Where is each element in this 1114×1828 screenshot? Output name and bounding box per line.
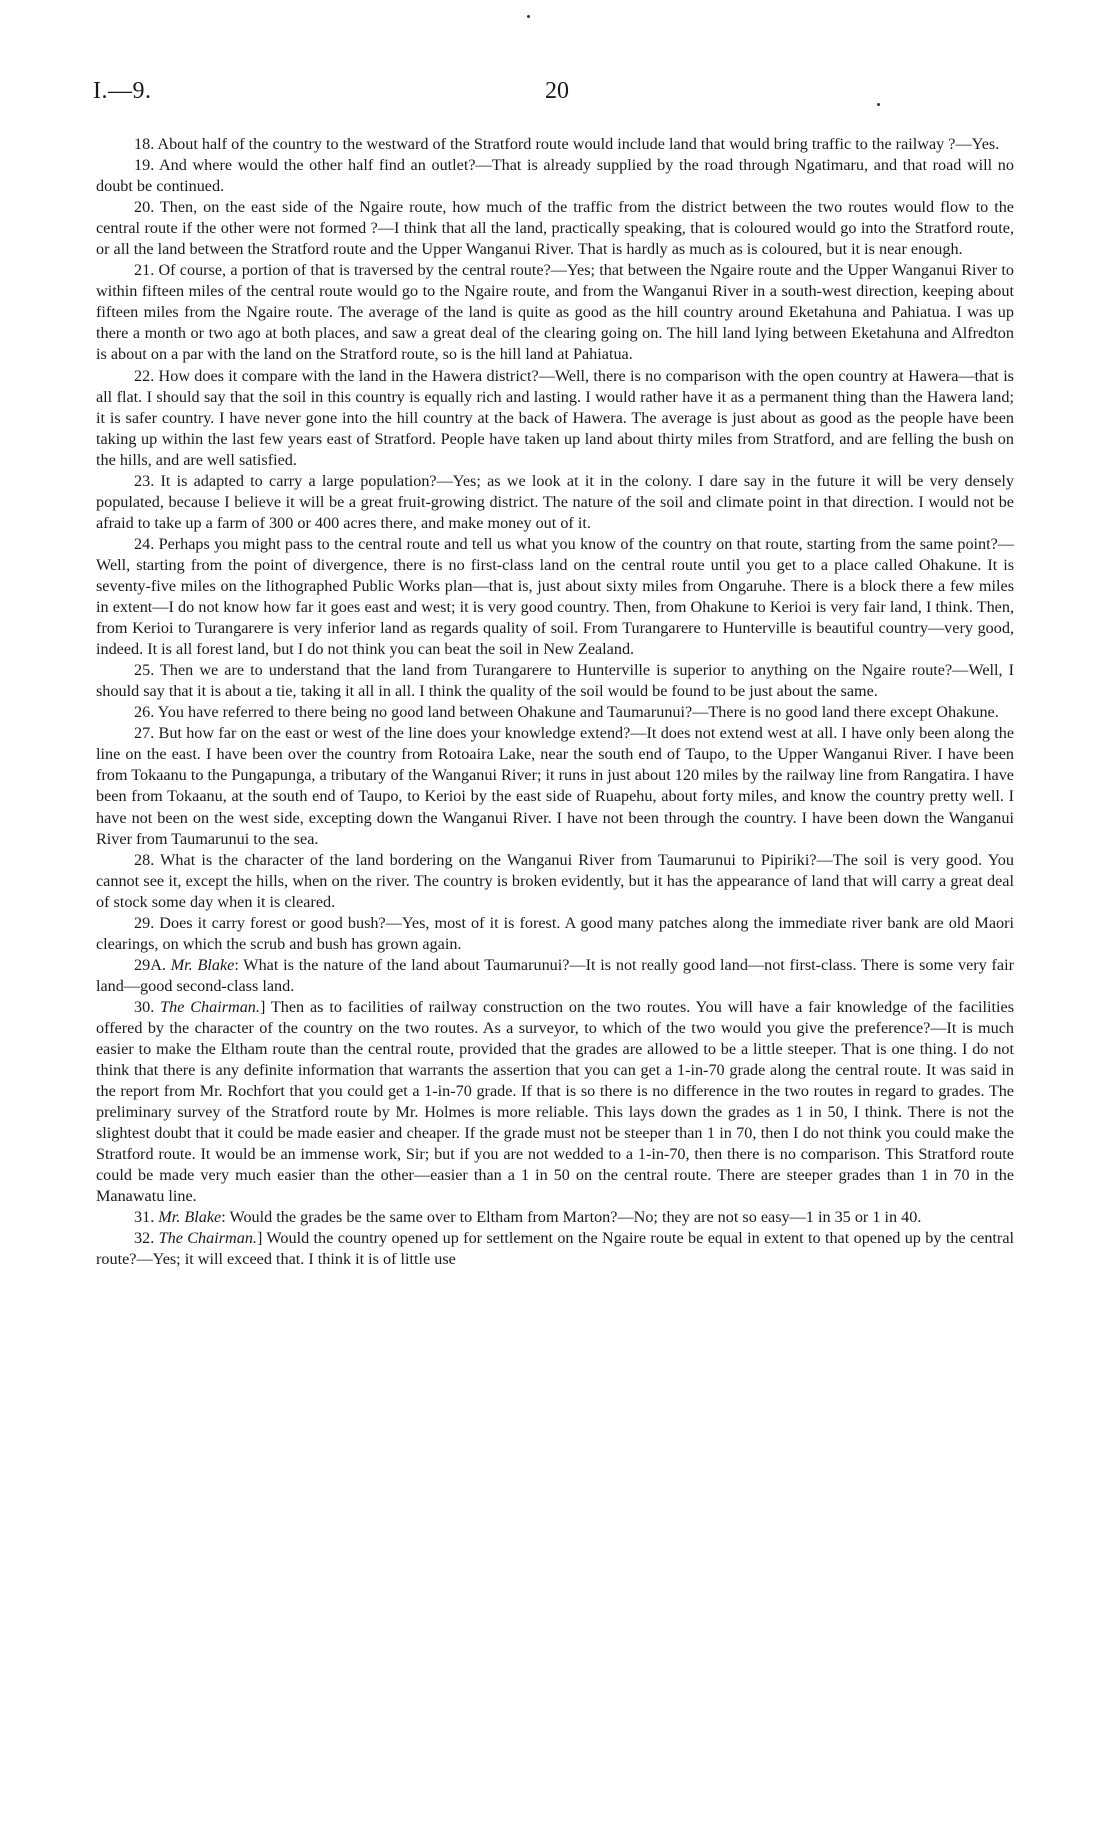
paragraph-q20: 20. Then, on the east side of the Ngaire route, how much of the traffic from the district between the two routes would flow to the central route if the other were not formed ?—I think that all the land, practically speaking, that is coloured would go into the Stratford route, or all the land between the Stratford route and the Upper Wanganui River. That is hardly as much as is coloured, but it is near enough. — [96, 198, 1014, 259]
speaker-name: Mr. Blake — [158, 1208, 222, 1227]
paragraph-q28: 28. What is the character of the land bordering on the Wanganui River from Taumarunui to Pipiriki?—The soil is very good. You cannot see it, except the hills, when on the river. The country is broken evidently, but it has the appearance of land that will carry a great deal of stock some day when it is cleared. — [96, 850, 1014, 911]
paragraph-q30: 30. The Chairman.] Then as to facilities of railway construction on the two routes. You will have a fair knowledge of the facilities offered by the character of the country on the two routes. As a surveyor, to which of the two would you give the preference?—It is much easier to make the Eltham route than the central route, provided that the grades are allowed to be a little steeper. That is one thing. I do not think that there is any definite information that warrants the assertion that you can get a 1-in-70 grade along the central route. It was said in the report from Mr. Rochfort that you could get a 1-in-70 grade. If that is so there is no difference in the two routes in regard to grades. The preliminary survey of the Stratford route by Mr. Holmes is more reliable. This lays down the grades as 1 in 50, I think. There is not the slightest doubt that it could be made easier and cheaper. If the grade must not be steeper than 1 in 70, then I do not think you could make the Stratford route. It would be an immense work, Sir; but if you are not wedded to a 1-in-70, then there is no comparison. This Stratford route could be made very much easier than the other—easier than a 1 in 50 on the central route. There are steeper grades than 1 in 70 in the Manawatu line. — [96, 997, 1015, 1206]
paragraph-q27: 27. But how far on the east or west of the line does your knowledge extend?—It does not extend west at all. I have only been along the line on the east. I have been over the country from Rotoaira Lake, near the south end of Taupo, to the Upper Wanganui River. I have been from Tokaanu to the Pungapunga, a tributary of the Wanganui River; it runs in just about 120 miles by the railway line from Rangatira. I have been from Tokaanu, at the south end of Taupo, to Kerioi by the east side of Ruapehu, about forty miles, and know the country pretty well. I have not been on the west side, excepting down the Wanganui River. I have not been through the country. I have been down the Wanganui River from Taumarunui to the sea. — [96, 724, 1014, 848]
paragraph-q29: 29. Does it carry forest or good bush?—Yes, most of it is forest. A good many patches along the immediate river bank are old Maori clearings, on which the scrub and bush has grown again. — [96, 913, 1014, 953]
paragraph-q19: 19. And where would the other half find an outlet?—That is already supplied by the road through Ngatimaru, and that road will no doubt be continued. — [96, 156, 1014, 196]
document-reference: I.—9. — [93, 78, 152, 104]
testimony-body — [96, 134, 1014, 1271]
speaker-name: Mr. Blake — [170, 955, 235, 974]
paragraph-q29a: 29A. Mr. Blake: What is the nature of the land about Taumarunui?—It is not really good land—not first-class. There is some very fair land—good second-class land. — [96, 955, 1014, 995]
paragraph-q23: 23. It is adapted to carry a large population?—Yes; as we look at it in the colony. I dare say in the future it will be very densely populated, because I believe it will be a great fruit-growing district. The nature of the soil and climate point in that direction. I would not be afraid to take up a farm of 300 or 400 acres there, and make money out of it. — [96, 471, 1014, 532]
paragraph-q22: 22. How does it compare with the land in the Hawera district?—Well, there is no comparison with the open country at Hawera—that is all flat. I should say that the soil in this country is equally rich and lasting. I would rather have it as a permanent thing than the Hawera land; it is safer country. I have never gone into the hill country at the back of Hawera. The average is just about as good as the people have been taking up within the last few years east of Stratford. People have taken up land about thirty miles from Stratford, and are felling the bush on the hills, and are well satisfied. — [96, 366, 1014, 469]
page-number: 20 — [545, 78, 569, 104]
speaker-name: The Chairman. — [160, 997, 260, 1016]
scan-speck — [527, 15, 530, 18]
paragraph-q24: 24. Perhaps you might pass to the central route and tell us what you know of the country on that route, starting from the same point?—Well, starting from the point of divergence, there is no first-class land on the central route until you get to a place called Ohakune. It is seventy-five miles on the lithographed Public Works plan—that is, just about sixty miles from Ongaruhe. There is a block there a few miles in extent—I do not know how far it goes east and west; it is very good country. Then, from Ohakune to Kerioi is very fair land, I think. Then, from Kerioi to Turangarere is very inferior land as regards quality of soil. From Turangarere to Hunterville is beautiful country—very good, indeed. It is all forest land, but I do not think you can beat the soil in New Zealand. — [96, 534, 1014, 659]
running-header — [93, 78, 1013, 118]
paragraph-q31: 31. Mr. Blake: Would the grades be the same over to Eltham from Marton?—No; they are not so easy—1 in 35 or 1 in 40. — [134, 1208, 922, 1227]
paragraph-q25: 25. Then we are to understand that the land from Turangarere to Hunterville is superior to anything on the Ngaire route?—Well, I should say that it is about a tie, taking it all in all. I think the quality of the soil would be found to be just about the same. — [96, 661, 1014, 701]
paragraph-q32: 32. The Chairman.] Would the country opened up for settlement on the Ngaire route be equal in extent to that opened up by the central route?—Yes; it will exceed that. I think it is of little use — [96, 1229, 1014, 1269]
speaker-name: The Chairman. — [158, 1229, 257, 1248]
paragraph-q21: 21. Of course, a portion of that is traversed by the central route?—Yes; that between the Ngaire route and the Upper Wanganui River to within fifteen miles of the central route would go to the Ngaire route, and from the Wanganui River in a south-west direction, keeping about fifteen miles from the Ngaire route. The average of the land is quite as good as the hill country around Eketahuna and Pahiatua. I was up there a month or two ago at both places, and saw a great deal of the clearing going on. The hill land lying between Eketahuna and Alfredton is about on a par with the land on the Stratford route, so is the hill land at Pahiatua. — [96, 261, 1014, 364]
paragraph-q26: 26. You have referred to there being no good land between Ohakune and Taumarunui?—There is no good land there except Ohakune. — [134, 703, 999, 722]
scan-speck — [877, 103, 880, 106]
paragraph-q18: 18. About half of the country to the westward of the Stratford route would include land that would bring traffic to the railway ?—Yes. — [134, 135, 1000, 153]
